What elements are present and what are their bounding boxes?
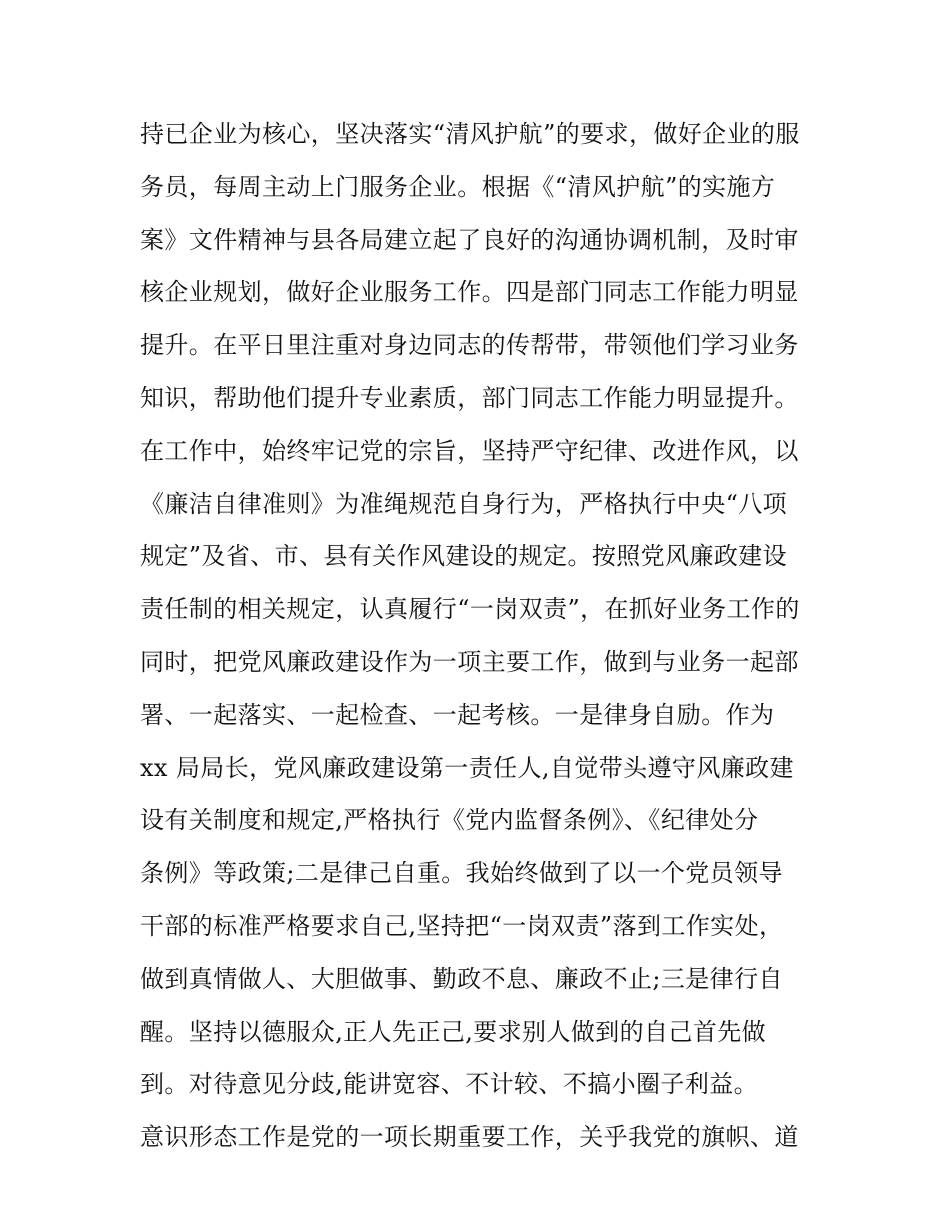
text-line: 责任制的相关规定，认真履行“一岗双责”，在抓好业务工作的 bbox=[140, 595, 800, 624]
text-line: 干部的标准严格要求自己,坚持把“一岗双责”落到工作实处， bbox=[140, 911, 784, 940]
text-line: 到。对待意见分歧,能讲宽容、不计较、不搞小圈子利益。 bbox=[140, 1070, 759, 1099]
text-line: 做到真情做人、大胆做事、勤政不息、廉政不止;三是律行自 bbox=[140, 964, 783, 993]
text-line: 案》文件精神与县各局建立起了良好的沟通协调机制，及时审 bbox=[140, 225, 799, 254]
text-line: 意识形态工作是党的一项长期重要工作，关乎我党的旗帜、道 bbox=[140, 1123, 799, 1152]
text-line: 规定”及省、市、县有关作风建设的规定。按照党风廉政建设 bbox=[140, 542, 788, 571]
text-line: 设有关制度和规定,严格执行《党内监督条例》、《纪律处分 bbox=[140, 806, 759, 835]
text-line: 同时，把党风廉政建设作为一项主要工作，做到与业务一起部 bbox=[140, 647, 799, 676]
text-line: 知识，帮助他们提升专业素质，部门同志工作能力明显提升。 bbox=[140, 383, 799, 412]
text-line: 《廉洁自律准则》为准绳规范自身行为，严格执行中央“八项 bbox=[140, 489, 788, 518]
text-line: 核企业规划，做好企业服务工作。四是部门同志工作能力明显 bbox=[140, 278, 799, 307]
text-line: 署、一起落实、一起检查、一起考核。一是律身自励。作为 bbox=[140, 700, 775, 729]
text-line: 条例》等政策;二是律己自重。我始终做到了以一个党员领导 bbox=[140, 859, 783, 888]
text-line: 醒。坚持以德服众,正人先正己,要求别人做到的自己首先做 bbox=[140, 1017, 767, 1046]
text-line: 在工作中，始终牢记党的宗旨，坚持严守纪律、改进作风，以 bbox=[140, 436, 799, 465]
text-line: 务员，每周主动上门服务企业。根据《“清风护航”的实施方 bbox=[140, 172, 776, 201]
text-line: xx 局局长，党风廉政建设第一责任人,自觉带头遵守风廉政建 bbox=[140, 753, 794, 782]
text-line: 提升。在平日里注重对身边同志的传帮带，带领他们学习业务 bbox=[140, 331, 799, 360]
text-line: 持已企业为核心，坚决落实“清风护航”的要求，做好企业的服 bbox=[140, 120, 800, 148]
body-text bbox=[140, 108, 820, 1164]
